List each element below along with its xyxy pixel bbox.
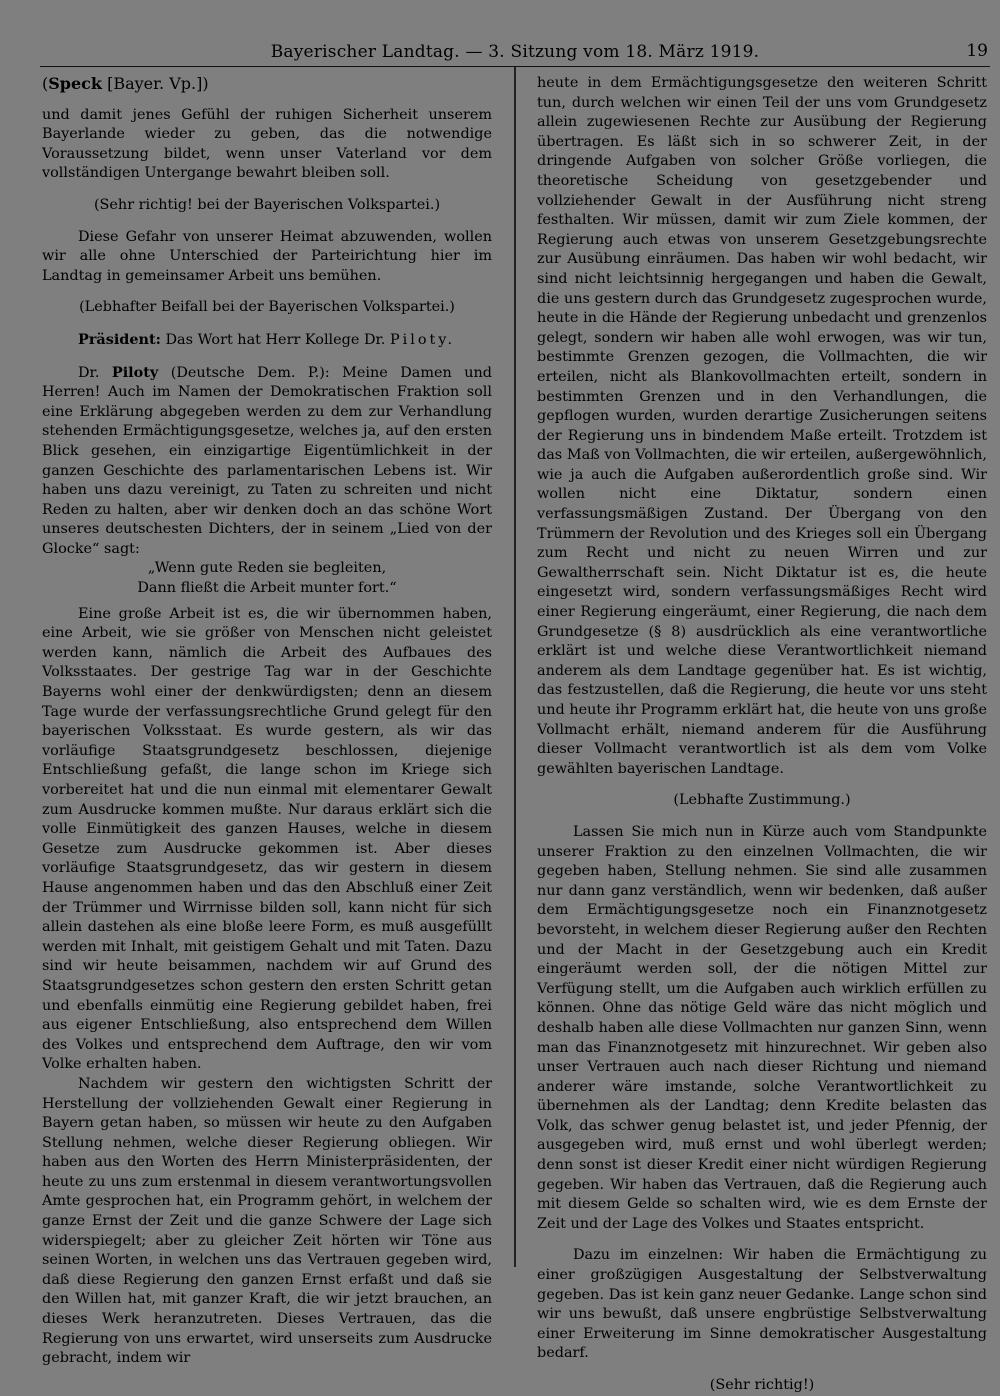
verse-line: Dann fließt die Arbeit munter fort.“ bbox=[137, 580, 397, 597]
piloty-intro bbox=[42, 363, 492, 560]
column-divider bbox=[514, 67, 516, 1267]
paragraph: Diese Gefahr von unserer Heimat abzuwenden, wollen wir alle ohne Unterschied der Parteirichtung hier im Landtag in gemeinsamer Arbeit uns bemühen. bbox=[42, 228, 492, 284]
paragraph: Dazu im einzelnen: Wir haben die Ermächtigung zu einer großzügigen Ausgestaltung der Selbstverwaltung gegeben. Das ist kein ganz neuer Gedanke. Lange schon sind wir uns bewußt, daß unsere engbrüstige Selbstverwaltung einer Erweiterung im Sinne demokratischer Ausgestaltung bedarf. bbox=[537, 1247, 987, 1362]
paragraph: und damit jenes Gefühl der ruhigen Sicherheit unserem Bayerlande wieder zu geben, das die notwendige Voraussetzung bildet, wenn unser Vaterland vor dem vollständigen Untergange bewahrt bleiben soll. bbox=[42, 106, 492, 182]
reaction-note: (Sehr richtig!) bbox=[709, 1377, 815, 1393]
piloty-prefix: Dr. bbox=[78, 364, 100, 381]
piloty-text: (Deutsche Dem. P.): Meine Damen und Herren! Auch im Namen der Demokratischen Fraktion soll eine Erklärung abgegeben werden zu dem zur Verhandlung stehenden Ermächtigungsgesetze, welches ja, auf den ersten Blick gesehen, ein einzigartige Eigentümlichkeit in der ganzen Geschichte des parlamentarischen Lebens ist. Wir haben uns dazu vereinigt, zu Taten zu schreiten und nicht Reden zu halten, aber wir denken doch an das schöne Wort unseres deutschesten Dichters, der in seinem „Lied von der Glocke“ sagt: bbox=[42, 364, 492, 557]
right-column bbox=[537, 74, 987, 1396]
running-title: Bayerischer Landtag. — 3. Sitzung vom 18. März 1919. bbox=[270, 42, 760, 62]
paragraph: heute in dem Ermächtigungsgesetze den weiteren Schritt tun, durch welchen wir einen Teil der uns vom Grundgesetz allein zugewiesenen Rechte zur Ausübung der Regierung übertragen. Es läßt sich in so schwerer Zeit, in der dringende Aufgaben von solcher Größe vorliegen, die theoretische Scheidung von gesetzgebender und vollziehender Gewalt in der Ausführung nicht streng festhalten. Wir müssen, damit wir zum Ziele kommen, der Regierung auch etwas von unserem Gesetzgebungsrechte zur Ausübung einräumen. Das haben wir wohl bedacht, wir sind nicht leichtsinnig hergegangen und haben die Gewalt, die uns gestern durch das Grundgesetz zugesprochen wurde, heute in die Hände der Regierung unbedacht und grenzenlos gelegt, sondern wir haben alle wohl erwogen, was wir tun, bestimmte Grenzen gezogen, die Vollmachten, die wir erteilen, nicht als Blankovollmachten erteilt, sondern in bestimmten Grenzen und in den Verhandlungen, die gepflogen wurden, wurden derartige Zusicherungen seitens der Regierung uns in bindendem Maße erteilt. Trotzdem ist das Maß von Vollmachten, die wir erteilen, außergewöhnlich, wie ja auch die Aufgaben außerordentlich große sind. Wir wollen nicht eine Diktatur, sondern einen verfassungsmäßigen Zustand. Der Übergang von den Trümmern der Revolution und des Krieges soll ein Übergang zum Recht und nicht zu neuen Wirren und zur Gewaltherrschaft sein. Nicht Diktatur ist es, die heute eingesetzt wird, sondern verfassungsmäßiges Recht wird einer Regierung eingeräumt, einer Regierung, die nach dem Grundgesetze (§ 8) ausdrücklich als eine verantwortliche erklärt ist und welche diese Verantwortlichkeit niemand anderem als dem Landtage gegenüber hat. Es ist wichtig, das festzustellen, daß die Regierung, die heute vor uns steht und heute ihr Programm erklärt hat, die heute von uns große Vollmacht erhält, niemand anderem für die Ausführung dieser Vollmacht verantwortlich ist als dem vom Volke gewählten bayerischen Landtage. bbox=[537, 75, 987, 777]
president-text: Das Wort hat Herr Kollege Dr. bbox=[165, 331, 386, 348]
paragraph: Lassen Sie mich nun in Kürze auch vom Standpunkte unserer Fraktion zu den einzelnen Vollmachten, die wir gegeben haben, Stellung nehmen. Sie sind alle zusammen nur dann ganz verständlich, wenn wir bedenken, daß außer dem Ermächtigungsgesetze noch ein Finanznotgesetz bevorsteht, in welchem dieser Regierung außer den Rechten und der Macht in der Gesetzgebung auch ein Kredit eingeräumt werden soll, der die nötigen Mittel zur Verfügung stellt, um die Aufgaben auch wirklich erfüllen zu können. Ohne das nötige Geld wäre das nicht möglich und deshalb haben alle diese Vollmachten nur ganzen Sinn, wenn man das Finanznotgesetz mit hinzurechnet. Wir geben also unser Vertrauen auch nach dieser Richtung und niemand anderer wäre imstande, solche Verantwortlichkeit zu übernehmen als der Landtag; denn Kredite belasten das Volk, das schwer genug belastet ist, und jeder Pfennig, der ausgegeben wird, muß ernst und wohl überlegt werden; denn sonst ist dieser Kredit einer nicht würdigen Regierung gegeben. Wir haben das Vertrauen, daß die Regierung auch mit diesem Gelde so schalten wird, wie es dem Ernste der Zeit und der Lage des Volkes und Staates entspricht. bbox=[537, 823, 987, 1232]
piloty-name: Piloty bbox=[111, 363, 159, 381]
continued-speaker-heading: (Speck [Bayer. Vp.]) bbox=[42, 74, 209, 93]
verse-line: „Wenn gute Reden sie begleiten, bbox=[147, 560, 387, 577]
page-number: 19 bbox=[966, 41, 988, 61]
left-column bbox=[42, 74, 492, 1369]
president-statement bbox=[42, 330, 492, 351]
reaction-note: (Lebhafter Beifall bei der Bayerischen Volkspartei.) bbox=[79, 299, 455, 316]
reaction-note: (Sehr richtig! bei der Bayerischen Volkspartei.) bbox=[93, 196, 441, 213]
president-label: Präsident: bbox=[78, 330, 161, 348]
paragraph: Eine große Arbeit ist es, die wir übernommen haben, eine Arbeit, wie sie größer von Menschen nicht geleistet werden kann, nämlich die Arbeit des Aufbaues des Volksstaates. Der gestrige Tag war in der Geschichte Bayerns wohl einer der denkwürdigsten; denn an diesem Tage wurde der verfassungsrechtliche Grund gelegt für den bayerischen Volksstaat. Es wurde gestern, als wir das vorläufige Staatsgrundgesetz beschlossen, diejenige Entschließung gefaßt, die lange schon im Kriege sich vorbereitet hat und die nun einmal mit elementarer Gewalt zum Ausdrucke kommen mußte. Nur daraus erklärt sich die volle Einmütigkeit des ganzen Hauses, welche in diesem Gesetze zum Ausdrucke gekommen ist. Aber dieses vorläufige Staatsgrundgesetz, das wir gestern in diesem Hause angenommen haben und das den Abschluß einer Zeit der Trümmer und Wirrnisse bilden soll, kann nicht für sich allein dastehen als eine bloße leere Form, es muß ausgefüllt werden mit Inhalt, mit geistigem Gehalt und mit Taten. Dazu sind wir heute beisammen, nachdem wir auf Grund des Staatsgrundgesetzes schon gestern den ersten Schritt getan und ebenfalls einmütig eine Regierung gebildet haben, frei aus eigener Entschließung, also entsprechend dem Willen des Volkes und entsprechend dem Auftrage, den wir vom Volke erhalten haben. bbox=[42, 605, 492, 1073]
running-header bbox=[40, 36, 990, 67]
speaker-name: Speck bbox=[48, 74, 102, 93]
paragraph: Nachdem wir gestern den wichtigsten Schritt der Herstellung der vollziehenden Gewalt einer Regierung in Bayern getan haben, so müssen wir heute zu den Aufgaben Stellung nehmen, welche dieser Regierung obliegen. Wir haben aus den Worten des Herrn Ministerpräsidenten, der heute zu uns zum erstenmal in diesem verantwortungsvollen Amte gesprochen hat, ein Programm gehört, in welchem der ganze Ernst der Zeit und die ganze Schwere der Lage sich widerspiegelt; aber zu gleicher Zeit hörten wir Töne aus seinen Worten, in welchen uns das Vertrauen gegeben wird, daß diese Regierung den ganzen Ernst erfaßt und daß sie den Willen hat, mit ganzer Kraft, die wir jetzt brauchen, an dieses Werk heranzutreten. Dieses Vertrauen, das die Regierung von uns erwartet, wird unserseits zum Ausdrucke gebracht, indem wir bbox=[42, 1075, 492, 1367]
speaker-party: [Bayer. Vp.] bbox=[107, 74, 203, 93]
reaction-note: (Lebhafte Zustimmung.) bbox=[673, 792, 851, 809]
president-name: Piloty. bbox=[389, 331, 456, 348]
